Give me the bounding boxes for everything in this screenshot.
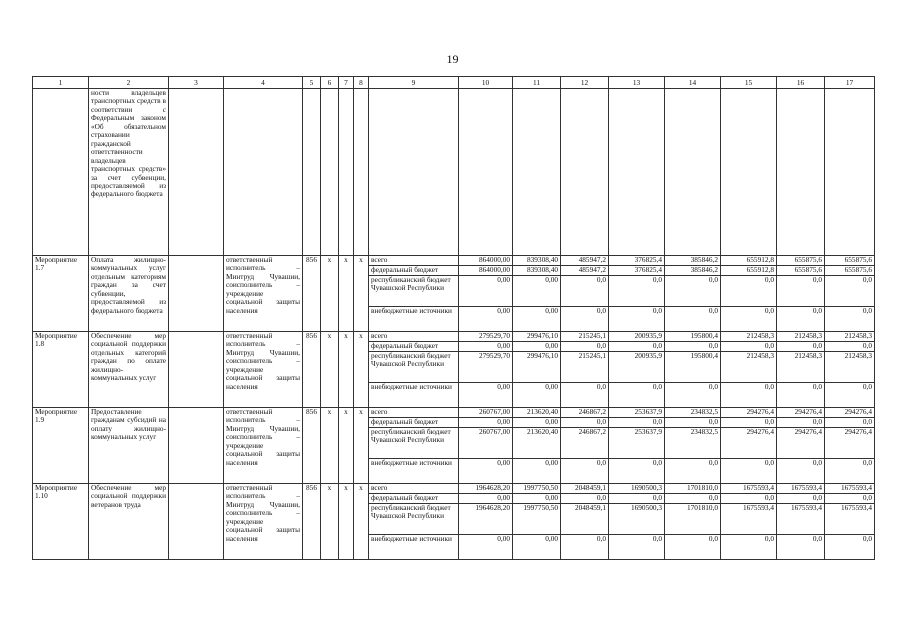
amount-cell: 294276,4 [777,428,825,459]
amount-cell: 1964628,20 [459,504,513,535]
rz-code: x [321,332,339,408]
amount-cell: 0,00 [513,535,561,560]
amount-cell: 839308,40 [513,266,561,276]
amount-cell: 0,0 [777,535,825,560]
amount-cell: 839308,40 [513,256,561,266]
amount-cell: 0,0 [825,418,875,428]
cell-blank [513,89,561,256]
amount-cell: 1964628,20 [459,484,513,494]
amount-cell: 655912,8 [721,266,777,276]
amount-cell: 1701810,0 [665,504,721,535]
measure-name: Обеспечение мер социальной поддержки отдельных категорий граждан по оплате жилищно-коммунальных услуг [89,332,169,408]
funding-source: внебюджетные источники [369,459,459,484]
amount-cell: 0,0 [665,459,721,484]
amount-cell: 0,0 [665,494,721,504]
funding-source: республиканский бюджет Чувашской Республики [369,352,459,383]
amount-cell: 655875,6 [777,266,825,276]
amount-cell: 0,00 [459,459,513,484]
column-number: 9 [369,77,459,89]
measure-code: Мероприятие 1.7 [33,256,89,332]
funding-source: федеральный бюджет [369,494,459,504]
amount-cell: 1675593,4 [721,484,777,494]
amount-cell: 215245,1 [561,352,609,383]
vr-code: x [354,332,369,408]
continuation-row [33,89,875,256]
grbs-code: 856 [303,332,321,408]
cell-blank [665,89,721,256]
amount-cell: 253637,9 [609,428,665,459]
amount-cell: 200935,9 [609,332,665,342]
cell-blank [169,89,224,256]
amount-cell: 1690500,3 [609,484,665,494]
amount-cell: 279529,70 [459,352,513,383]
amount-cell: 0,0 [561,383,609,408]
amount-cell: 0,0 [825,383,875,408]
amount-cell: 385846,2 [665,256,721,266]
amount-cell: 0,00 [513,459,561,484]
csr-code: x [339,484,354,560]
budget-table [32,76,875,560]
cell-blank [721,89,777,256]
amount-cell: 0,0 [609,307,665,332]
funding-source: всего [369,408,459,418]
amount-cell: 1690500,3 [609,504,665,535]
cell-blank [354,89,369,256]
column-number: 1 [33,77,89,89]
amount-cell: 1675593,4 [777,504,825,535]
amount-cell: 485947,2 [561,256,609,266]
csr-code: x [339,256,354,332]
amount-cell: 212458,3 [777,352,825,383]
amount-cell: 0,0 [665,535,721,560]
cell-blank [321,89,339,256]
executor: ответственный исполнитель – Минтруд Чувашии, соисполнитель – учреждение социальной защиты населения [224,332,303,408]
amount-cell: 195800,4 [665,352,721,383]
cell-blank [169,332,224,408]
amount-cell: 1997750,50 [513,484,561,494]
amount-cell: 246867,2 [561,408,609,418]
amount-cell: 376825,4 [609,266,665,276]
table-row [33,408,875,418]
column-number: 12 [561,77,609,89]
rz-code: x [321,484,339,560]
cell-blank [169,484,224,560]
csr-code: x [339,408,354,484]
table-row [33,484,875,494]
table-row [33,332,875,342]
funding-source: федеральный бюджет [369,342,459,352]
page-number: 19 [446,52,459,66]
amount-cell: 1675593,4 [721,504,777,535]
measure-name: Оплата жилищно-коммунальных услуг отдельным категориям граждан за счет субвенции, предоставляемой из федерального бюджета [89,256,169,332]
amount-cell: 0,0 [561,276,609,307]
amount-cell: 0,0 [825,307,875,332]
column-number: 2 [89,77,169,89]
amount-cell: 864000,00 [459,266,513,276]
amount-cell: 655912,8 [721,256,777,266]
column-number: 16 [777,77,825,89]
cell-blank [303,89,321,256]
amount-cell: 0,0 [777,383,825,408]
amount-cell: 0,00 [513,276,561,307]
amount-cell: 234832,5 [665,408,721,418]
amount-cell: 385846,2 [665,266,721,276]
funding-source: внебюджетные источники [369,307,459,332]
amount-cell: 0,0 [777,307,825,332]
vr-code: x [354,256,369,332]
amount-cell: 212458,3 [721,332,777,342]
column-number: 5 [303,77,321,89]
cell-blank [777,89,825,256]
amount-cell: 0,0 [721,307,777,332]
amount-cell: 0,0 [721,342,777,352]
amount-cell: 299476,10 [513,352,561,383]
funding-source: федеральный бюджет [369,266,459,276]
amount-cell: 279529,70 [459,332,513,342]
amount-cell: 0,0 [825,276,875,307]
amount-cell: 294276,4 [825,408,875,418]
amount-cell: 0,0 [721,276,777,307]
column-number: 17 [825,77,875,89]
rz-code: x [321,408,339,484]
amount-cell: 0,0 [665,307,721,332]
cell-blank [369,89,459,256]
funding-source: всего [369,332,459,342]
funding-source: внебюджетные источники [369,535,459,560]
vr-code: x [354,484,369,560]
amount-cell: 294276,4 [825,428,875,459]
amount-cell: 376825,4 [609,256,665,266]
amount-cell: 0,0 [561,342,609,352]
amount-cell: 655875,6 [777,256,825,266]
column-numbers-row [33,77,875,89]
executor: ответственный исполнитель – Минтруд Чувашии, соисполнитель – учреждение социальной защиты населения [224,408,303,484]
grbs-code: 856 [303,408,321,484]
amount-cell: 655875,6 [825,266,875,276]
cell-blank [561,89,609,256]
amount-cell: 0,0 [561,459,609,484]
amount-cell: 0,00 [459,383,513,408]
amount-cell: 0,0 [777,418,825,428]
amount-cell: 0,00 [513,383,561,408]
amount-cell: 213620,40 [513,408,561,418]
amount-cell: 2048459,1 [561,484,609,494]
amount-cell: 253637,9 [609,408,665,418]
column-number: 8 [354,77,369,89]
amount-cell: 213620,40 [513,428,561,459]
amount-cell: 1675593,4 [825,484,875,494]
measure-code: Мероприятие 1.10 [33,484,89,560]
amount-cell: 0,0 [609,535,665,560]
column-number: 15 [721,77,777,89]
amount-cell: 294276,4 [777,408,825,418]
grbs-code: 856 [303,256,321,332]
amount-cell: 0,0 [825,494,875,504]
amount-cell: 0,0 [609,276,665,307]
measure-code: Мероприятие 1.9 [33,408,89,484]
amount-cell: 0,00 [459,276,513,307]
csr-code: x [339,332,354,408]
amount-cell: 0,0 [609,459,665,484]
amount-cell: 0,0 [665,276,721,307]
amount-cell: 260767,00 [459,408,513,418]
amount-cell: 0,0 [561,307,609,332]
funding-source: республиканский бюджет Чувашской Республики [369,276,459,307]
amount-cell: 1675593,4 [777,484,825,494]
amount-cell: 1701810,0 [665,484,721,494]
amount-cell: 294276,4 [721,428,777,459]
executor: ответственный исполнитель – Минтруд Чувашии, соисполнитель – учреждение социальной защиты населения [224,484,303,560]
continuation-text: ности владельцев транспортных средств в соответствии с Федеральным законом «Об обязательном страховании гражданской ответственности владельцев транспортных средств» за счет субвенции, предоставляемой из федерального бюджета [89,89,169,256]
amount-cell: 0,0 [825,535,875,560]
grbs-code: 856 [303,484,321,560]
amount-cell: 0,00 [513,494,561,504]
amount-cell: 0,0 [561,535,609,560]
column-number: 10 [459,77,513,89]
amount-cell: 212458,3 [825,352,875,383]
measure-name: Предоставление гражданам субсидий на оплату жилищно-коммунальных услуг [89,408,169,484]
cell-blank [33,89,89,256]
amount-cell: 215245,1 [561,332,609,342]
amount-cell: 0,0 [825,342,875,352]
amount-cell: 2048459,1 [561,504,609,535]
amount-cell: 0,0 [777,276,825,307]
amount-cell: 299476,10 [513,332,561,342]
amount-cell: 1997750,50 [513,504,561,535]
cell-blank [169,408,224,484]
amount-cell: 0,0 [609,418,665,428]
funding-source: республиканский бюджет Чувашской Республики [369,428,459,459]
amount-cell: 0,00 [459,535,513,560]
amount-cell: 0,0 [721,459,777,484]
amount-cell: 0,0 [609,494,665,504]
amount-cell: 0,0 [777,494,825,504]
amount-cell: 0,00 [513,342,561,352]
amount-cell: 0,0 [721,383,777,408]
column-number: 14 [665,77,721,89]
amount-cell: 234832,5 [665,428,721,459]
amount-cell: 0,0 [721,535,777,560]
amount-cell: 0,0 [665,342,721,352]
funding-source: всего [369,256,459,266]
amount-cell: 0,0 [561,418,609,428]
cell-blank [224,89,303,256]
amount-cell: 212458,3 [721,352,777,383]
cell-blank [609,89,665,256]
amount-cell: 864000,00 [459,256,513,266]
funding-source: внебюджетные источники [369,383,459,408]
vr-code: x [354,408,369,484]
amount-cell: 260767,00 [459,428,513,459]
cell-blank [825,89,875,256]
amount-cell: 0,0 [777,459,825,484]
funding-source: федеральный бюджет [369,418,459,428]
amount-cell: 0,00 [459,494,513,504]
amount-cell: 0,0 [721,418,777,428]
measure-name: Обеспечение мер социальной поддержки ветеранов труда [89,484,169,560]
amount-cell: 485947,2 [561,266,609,276]
cell-blank [459,89,513,256]
funding-source: республиканский бюджет Чувашской Республики [369,504,459,535]
amount-cell: 0,0 [609,342,665,352]
amount-cell: 212458,3 [825,332,875,342]
amount-cell: 0,0 [777,342,825,352]
column-number: 3 [169,77,224,89]
column-number: 6 [321,77,339,89]
amount-cell: 655875,6 [825,256,875,266]
cell-blank [339,89,354,256]
amount-cell: 0,0 [609,383,665,408]
amount-cell: 212458,3 [777,332,825,342]
amount-cell: 0,0 [721,494,777,504]
measure-code: Мероприятие 1.8 [33,332,89,408]
amount-cell: 200935,9 [609,352,665,383]
executor: ответственный исполнитель – Минтруд Чувашии, соисполнитель – учреждение социальной защиты населения [224,256,303,332]
amount-cell: 294276,4 [721,408,777,418]
amount-cell: 0,00 [513,418,561,428]
column-number: 7 [339,77,354,89]
amount-cell: 1675593,4 [825,504,875,535]
amount-cell: 0,0 [665,418,721,428]
amount-cell: 0,0 [561,494,609,504]
amount-cell: 195800,4 [665,332,721,342]
column-number: 11 [513,77,561,89]
amount-cell: 0,00 [459,342,513,352]
column-number: 4 [224,77,303,89]
column-number: 13 [609,77,665,89]
funding-source: всего [369,484,459,494]
table-row [33,256,875,266]
rz-code: x [321,256,339,332]
amount-cell: 0,0 [665,383,721,408]
cell-blank [169,256,224,332]
amount-cell: 0,00 [459,418,513,428]
amount-cell: 0,0 [825,459,875,484]
amount-cell: 0,00 [513,307,561,332]
amount-cell: 246867,2 [561,428,609,459]
amount-cell: 0,00 [459,307,513,332]
